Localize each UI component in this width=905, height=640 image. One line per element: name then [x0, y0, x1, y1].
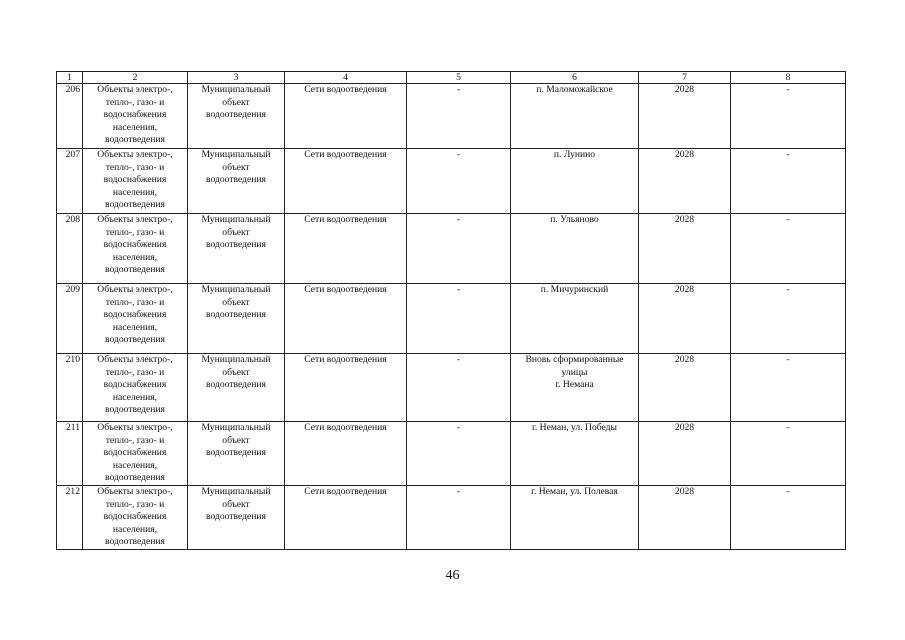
column-header-1: 1 — [57, 72, 83, 84]
column-8-value: - — [731, 214, 846, 284]
object-name: Сети водоотведения — [285, 354, 407, 422]
object-name: Сети водоотведения — [285, 84, 407, 149]
row-number: 212 — [57, 485, 83, 549]
object-location: г. Неман, ул. Победы — [511, 422, 639, 486]
column-5-value: - — [407, 354, 511, 422]
object-type: Муниципальный объект водоотведения — [188, 149, 285, 214]
table-row — [57, 149, 846, 214]
table-row — [57, 485, 846, 549]
object-type: Муниципальный объект водоотведения — [188, 84, 285, 149]
page-number: 46 — [445, 568, 460, 583]
object-location: п. Маломожайское — [511, 84, 639, 149]
object-location: п. Мичуринский — [511, 284, 639, 354]
column-header-7: 7 — [639, 72, 731, 84]
object-category: Объекты электро-, тепло-, газо- и водоснабжения населения, водоотведения — [83, 84, 188, 149]
object-location: п. Лунино — [511, 149, 639, 214]
object-category: Объекты электро-, тепло-, газо- и водоснабжения населения, водоотведения — [83, 485, 188, 549]
table-row — [57, 284, 846, 354]
header-row — [57, 72, 846, 84]
table-row — [57, 214, 846, 284]
table-row — [57, 422, 846, 486]
column-5-value: - — [407, 422, 511, 486]
object-year: 2028 — [639, 485, 731, 549]
object-year: 2028 — [639, 422, 731, 486]
object-location: Вновь сформированные улицы г. Немана — [511, 354, 639, 422]
object-type: Муниципальный объект водоотведения — [188, 354, 285, 422]
object-location: п. Ульяново — [511, 214, 639, 284]
column-header-2: 2 — [83, 72, 188, 84]
column-8-value: - — [731, 149, 846, 214]
column-header-5: 5 — [407, 72, 511, 84]
row-number: 211 — [57, 422, 83, 486]
object-year: 2028 — [639, 284, 731, 354]
column-8-value: - — [731, 354, 846, 422]
object-year: 2028 — [639, 354, 731, 422]
object-name: Сети водоотведения — [285, 422, 407, 486]
objects-table — [56, 71, 846, 550]
object-category: Объекты электро-, тепло-, газо- и водоснабжения населения, водоотведения — [83, 149, 188, 214]
row-number: 210 — [57, 354, 83, 422]
object-name: Сети водоотведения — [285, 214, 407, 284]
object-year: 2028 — [639, 214, 731, 284]
object-type: Муниципальный объект водоотведения — [188, 214, 285, 284]
column-8-value: - — [731, 422, 846, 486]
object-year: 2028 — [639, 149, 731, 214]
column-header-4: 4 — [285, 72, 407, 84]
column-header-3: 3 — [188, 72, 285, 84]
column-5-value: - — [407, 214, 511, 284]
table-row — [57, 354, 846, 422]
object-name: Сети водоотведения — [285, 149, 407, 214]
row-number: 207 — [57, 149, 83, 214]
object-type: Муниципальный объект водоотведения — [188, 485, 285, 549]
column-8-value: - — [731, 284, 846, 354]
column-header-6: 6 — [511, 72, 639, 84]
column-5-value: - — [407, 485, 511, 549]
object-name: Сети водоотведения — [285, 485, 407, 549]
object-category: Объекты электро-, тепло-, газо- и водоснабжения населения, водоотведения — [83, 284, 188, 354]
object-category: Объекты электро-, тепло-, газо- и водоснабжения населения, водоотведения — [83, 422, 188, 486]
table-row — [57, 84, 846, 149]
object-name: Сети водоотведения — [285, 284, 407, 354]
object-year: 2028 — [639, 84, 731, 149]
object-type: Муниципальный объект водоотведения — [188, 422, 285, 486]
column-8-value: - — [731, 485, 846, 549]
column-header-8: 8 — [731, 72, 846, 84]
row-number: 208 — [57, 214, 83, 284]
object-category: Объекты электро-, тепло-, газо- и водоснабжения населения, водоотведения — [83, 354, 188, 422]
column-5-value: - — [407, 149, 511, 214]
column-5-value: - — [407, 284, 511, 354]
column-8-value: - — [731, 84, 846, 149]
row-number: 209 — [57, 284, 83, 354]
column-5-value: - — [407, 84, 511, 149]
row-number: 206 — [57, 84, 83, 149]
object-type: Муниципальный объект водоотведения — [188, 284, 285, 354]
object-category: Объекты электро-, тепло-, газо- и водоснабжения населения, водоотведения — [83, 214, 188, 284]
object-location: г. Неман, ул. Полевая — [511, 485, 639, 549]
